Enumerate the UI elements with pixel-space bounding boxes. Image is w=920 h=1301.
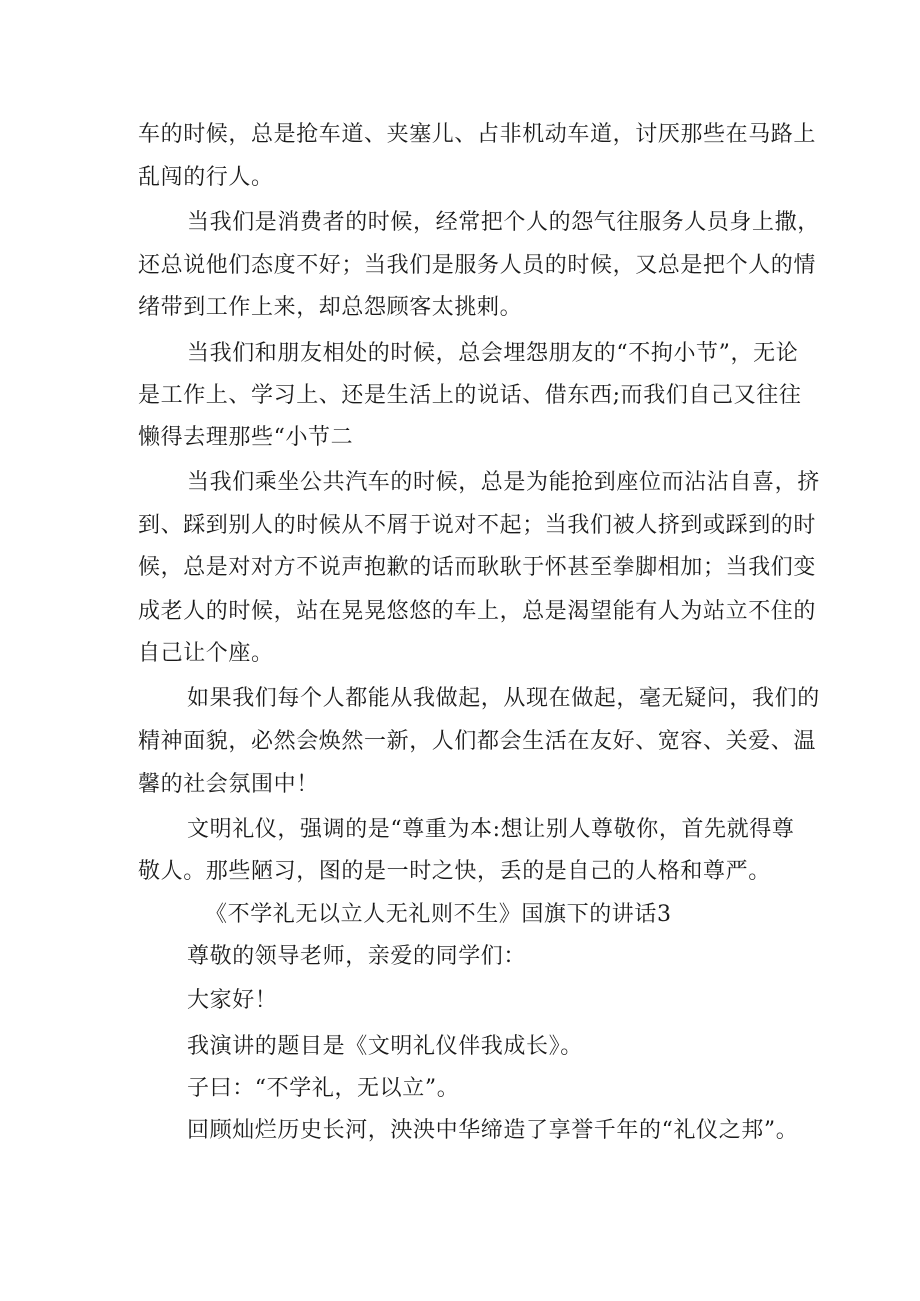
- paragraph-line: 回顾灿烂历史长河，泱泱中华缔造了享誉千年的“礼仪之邦”。: [187, 1118, 799, 1143]
- greeting-line: 大家好！: [187, 988, 278, 1013]
- paragraph-line: 当我们是消费者的时候，经常把个人的怨气往服务人员身上撒，: [187, 210, 820, 235]
- paragraph-line: 到、踩到别人的时候从不屑于说对不起；当我们被人挤到或踩到的时: [138, 513, 817, 538]
- paragraph-line: 是工作上、学习上、还是生活上的说话、借东西;而我们自己又往往: [138, 383, 802, 408]
- paragraph-line: 我演讲的题目是《文明礼仪伴我成长》。: [187, 1034, 583, 1059]
- quote-line: 子曰：“不学礼，无以立”。: [187, 1076, 460, 1101]
- paragraph-line: 车的时候，总是抢车道、夹塞儿、占非机动车道，讨厌那些在马路上: [138, 122, 817, 147]
- paragraph-line: 还总说他们态度不好；当我们是服务人员的时候，又总是把个人的情: [138, 253, 817, 278]
- salutation-line: 尊敬的领导老师，亲爱的同学们：: [187, 944, 527, 969]
- paragraph-line: 乱闯的行人。: [138, 165, 274, 190]
- paragraph-line: 绪带到工作上来，却总怨顾客太挑剌。: [138, 295, 523, 320]
- paragraph-line: 成老人的时候，站在晃晃悠悠的车上，总是渴望能有人为站立不住的: [138, 599, 817, 624]
- paragraph-line: 敬人。那些陋习，图的是一时之快，丢的是自己的人格和尊严。: [138, 859, 771, 884]
- paragraph-line: 懒得去理那些“小节二: [138, 425, 354, 450]
- paragraph-line: 文明礼仪，强调的是“尊重为本:想让别人尊敬你，首先就得尊: [187, 817, 795, 842]
- paragraph-line: 馨的社会氛围中！: [138, 772, 319, 797]
- paragraph-line: 精神面貌，必然会焕然一新，人们都会生活在友好、宽容、关爱、温: [138, 729, 817, 754]
- paragraph-line: 自己让个座。: [138, 641, 274, 666]
- paragraph-line: 如果我们每个人都能从我做起，从现在做起，毫无疑问，我们的: [187, 686, 820, 711]
- paragraph-line: 当我们乘坐公共汽车的时候，总是为能抢到座位而沾沾自喜，挤: [187, 470, 820, 495]
- paragraph-line: 候，总是对对方不说声抱歉的话而耿耿于怀甚至拳脚相加；当我们变: [138, 555, 817, 580]
- paragraph-line: 当我们和朋友相处的时候，总会埋怨朋友的“不拘小节”，无论: [187, 341, 799, 366]
- section-heading: 《不学礼无以立人无礼则不生》国旗下的讲话3: [205, 902, 672, 927]
